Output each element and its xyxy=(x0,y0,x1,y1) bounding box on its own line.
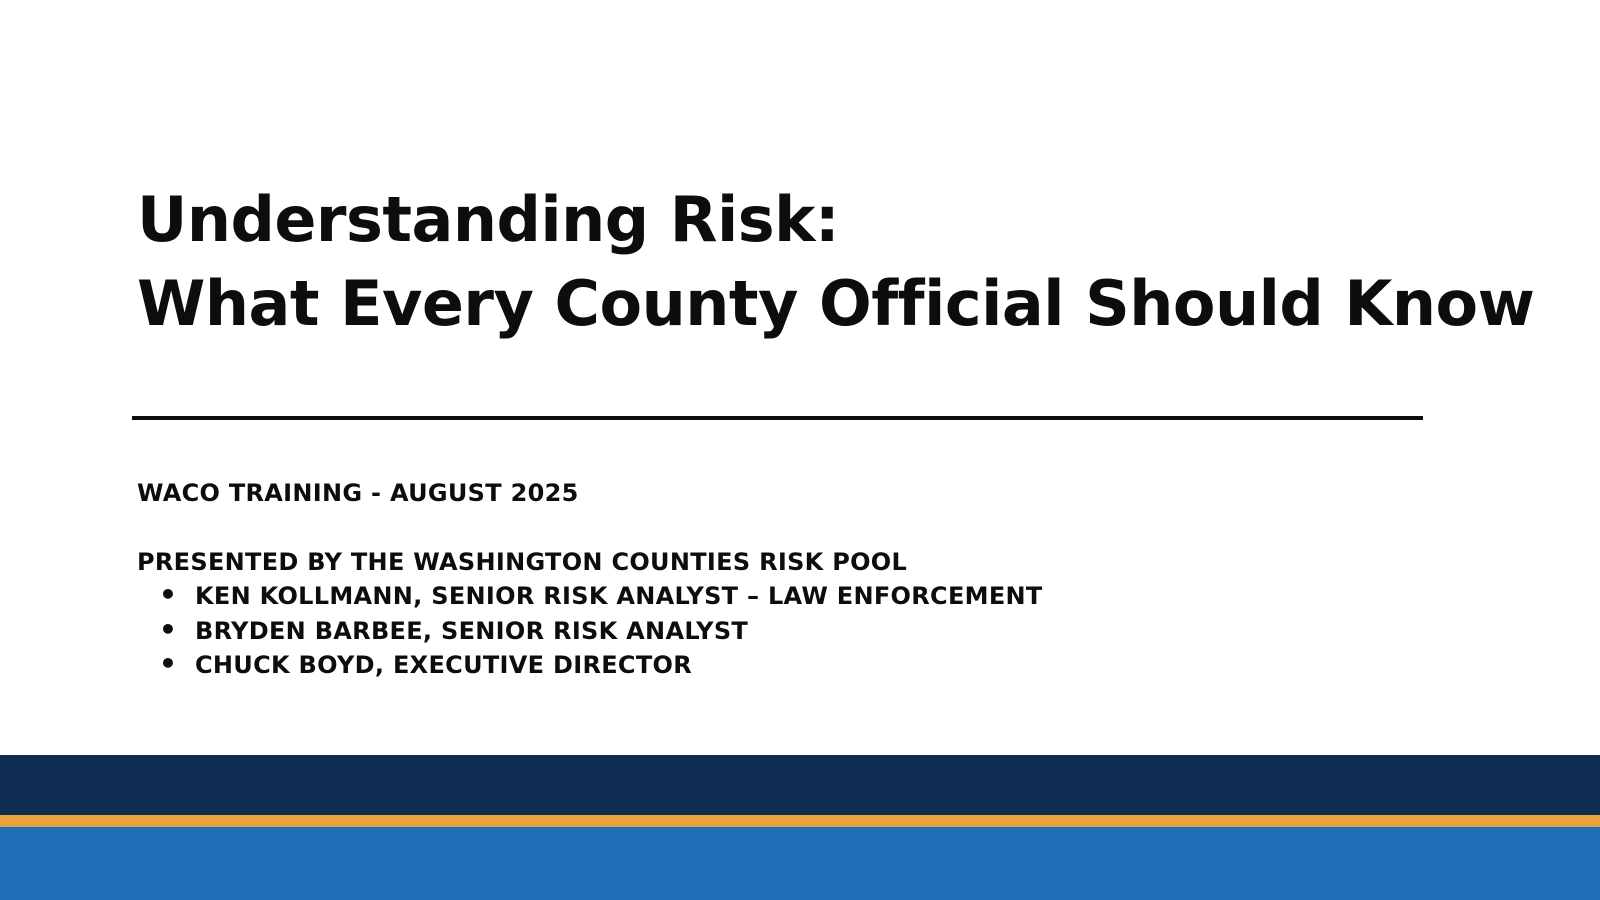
list-item: • CHUCK BOYD, EXECUTIVE DIRECTOR xyxy=(159,648,1417,683)
list-item: • KEN KOLLMANN, SENIOR RISK ANALYST – LAW ENFORCEMENT xyxy=(159,579,1417,614)
footer-band-navy xyxy=(0,755,1600,815)
slide-title xyxy=(137,178,1535,346)
meta-spacer xyxy=(137,510,1417,545)
event-line: WACO TRAINING - AUGUST 2025 xyxy=(137,479,579,507)
footer-band-gold xyxy=(0,815,1600,827)
title-line-1: Understanding Risk: xyxy=(137,183,840,256)
presenter-list xyxy=(137,579,1417,683)
slide-subtitle-block xyxy=(137,476,1417,683)
title-divider-rule xyxy=(132,416,1423,420)
title-line-2: What Every County Official Should Know xyxy=(137,267,1535,340)
list-item: • BRYDEN BARBEE, SENIOR RISK ANALYST xyxy=(159,614,1417,649)
presenter-heading: PRESENTED BY THE WASHINGTON COUNTIES RISK POOL xyxy=(137,548,908,576)
footer-band-blue xyxy=(0,827,1600,900)
